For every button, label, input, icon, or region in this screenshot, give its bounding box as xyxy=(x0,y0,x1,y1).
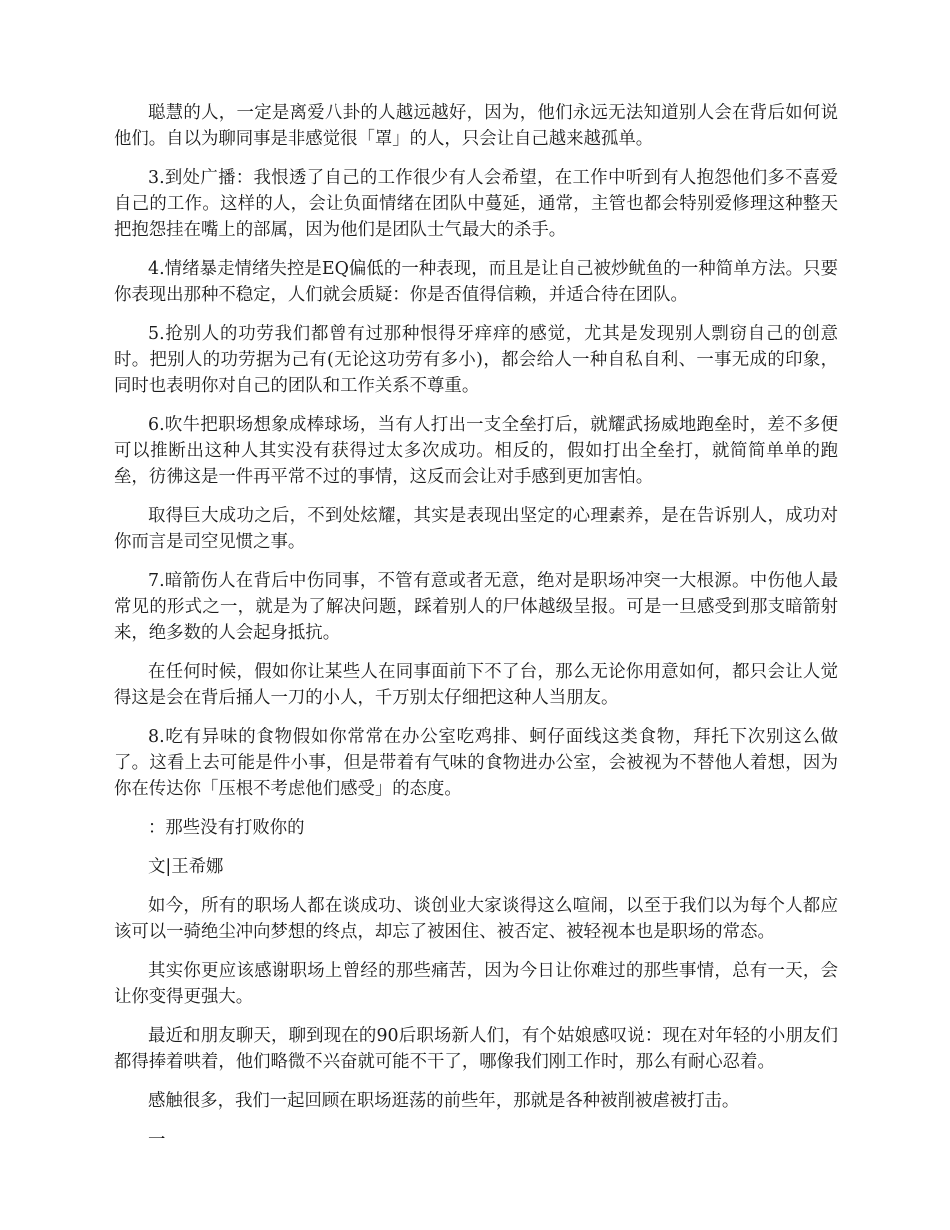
paragraph-5: 6.吹牛把职场想象成棒球场，当有人打出一支全垒打后，就耀武扬威地跑垒时，差不多便可以推断出这种人其实没有获得过太多次成功。相反的，假如打出全垒打，就简简单单的跑垒，彷彿这是一件再平常不过的事情，这反而会让对手感到更加害怕。 xyxy=(114,415,838,487)
paragraph-2: 3.到处广播：我恨透了自己的工作很少有人会希望，在工作中听到有人抱怨他们多不喜爱自己的工作。这样的人，会让负面情绪在团队中蔓延，通常，主管也都会特别爱修理这种整天把抱怨挂在嘴上的部属，因为他们是团队士气最大的杀手。 xyxy=(114,168,838,240)
author-line: 文|王希娜 xyxy=(148,857,224,877)
paragraph-13: 其实你更应该感谢职场上曾经的那些痛苦，因为今日让你难过的那些事情，总有一天，会让你变得更强大。 xyxy=(114,961,838,1007)
paragraph-1: 聪慧的人，一定是离爱八卦的人越远越好，因为，他们永远无法知道别人会在背后如何说他们。自以为聊同事是非感觉很「罩」的人，只会让自己越来越孤单。 xyxy=(114,103,838,149)
paragraph-4: 5.抢别人的功劳我们都曾有过那种恨得牙痒痒的感觉，尤其是发现别人剽窃自己的创意时。把别人的功劳据为己有(无论这功劳有多小)，都会给人一种自私自利、一事无成的印象，同时也表明你对自己的团队和工作关系不尊重。 xyxy=(114,324,838,396)
paragraph-12: 如今，所有的职场人都在谈成功、谈创业大家谈得这么喧闹，以至于我们以为每个人都应该可以一骑绝尘冲向梦想的终点，却忘了被困住、被否定、被轻视本也是职场的常态。 xyxy=(114,896,838,942)
document-page xyxy=(114,100,838,1166)
paragraph-7: 7.暗箭伤人在背后中伤同事，不管有意或者无意，绝对是职场冲突一大根源。中伤他人最常见的形式之一，就是为了解决问题，踩着别人的尸体越级呈报。可是一旦感受到那支暗箭射来，绝多数的人会起身抵抗。 xyxy=(114,571,838,643)
paragraph-15: 感触很多，我们一起回顾在职场逛荡的前些年，那就是各种被削被虐被打击。 xyxy=(148,1091,740,1111)
paragraph-14: 最近和朋友聊天，聊到现在的90后职场新人们，有个姑娘感叹说：现在对年轻的小朋友们都得捧着哄着，他们略微不兴奋就可能不干了，哪像我们刚工作时，那么有耐心忍着。 xyxy=(114,1026,838,1072)
paragraph-3: 4.情绪暴走情绪失控是EQ偏低的一种表现，而且是让自己被炒鱿鱼的一种简单方法。只要你表现出那种不稳定，人们就会质疑：你是否值得信赖，并适合待在团队。 xyxy=(114,259,838,305)
paragraph-16: 一 xyxy=(148,1130,166,1150)
section-heading: ：那些没有打败你的 xyxy=(148,818,305,838)
paragraph-9: 8.吃有异味的食物假如你常常在办公室吃鸡排、蚵仔面线这类食物，拜托下次别这么做了。这看上去可能是件小事，但是带着有气味的食物进办公室，会被视为不替他人着想，因为你在传达你「压根不考虑他们感受」的态度。 xyxy=(114,727,838,799)
paragraph-6: 取得巨大成功之后，不到处炫耀，其实是表现出坚定的心理素养，是在告诉别人，成功对你而言是司空见惯之事。 xyxy=(114,506,838,552)
paragraph-8: 在任何时候，假如你让某些人在同事面前下不了台，那么无论你用意如何，都只会让人觉得这是会在背后捅人一刀的小人，千万别太仔细把这种人当朋友。 xyxy=(114,662,838,708)
